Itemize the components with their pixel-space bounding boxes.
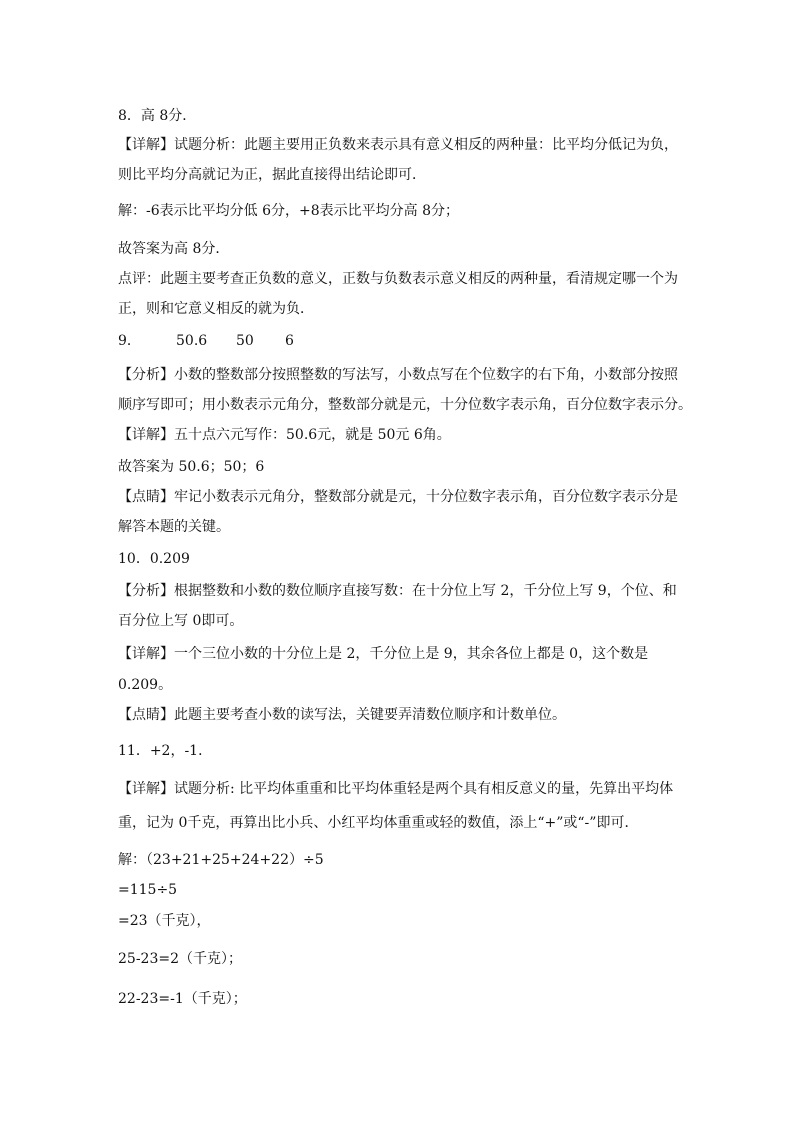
q11-solution-line-3: =23（千克），: [118, 913, 211, 929]
q9-conclusion: 故答案为 50.6；50；6: [118, 459, 265, 475]
q8-comment-line-2: 正，则和它意义相反的就为负．: [118, 301, 314, 317]
q8-detail-line-2: 则比平均分高就记为正，据此直接得出结论即可．: [118, 167, 426, 183]
q11-detail-line-1: 【详解】试题分析: 比平均体重重和比平均体重轻是两个具有相反意义的量，先算出平均体: [118, 781, 674, 797]
q10-note: 【点睛】此题主要考查小数的读写法，关键要弄清数位顺序和计数单位。: [118, 707, 566, 723]
q10-answer: 10．0.209: [118, 551, 190, 567]
q8-solution: 解：-6表示比平均分低 6分，+8表示比平均分高 8分；: [118, 203, 459, 219]
q9-answer-3: 6: [285, 333, 294, 349]
q9-analysis-line-2: 顺序写即可；用小数表示元角分，整数部分就是元，十分位数字表示角，百分位数字表示分。: [118, 397, 692, 413]
q8-answer: 8．高 8分．: [118, 108, 197, 124]
q9-number: 9．: [118, 333, 141, 349]
q10-analysis-line-1: 【分析】根据整数和小数的数位顺序直接写数：在十分位上写 2，千分位上写 9，个位、和: [118, 583, 677, 599]
q8-detail-line-1: 【详解】试题分析：此题主要用正负数来表示具有意义相反的两种量：比平均分低记为负，: [118, 137, 678, 153]
q9-answer-2: 50: [236, 333, 254, 349]
q11-detail-line-2: 重，记为 0千克，再算出比小兵、小红平均体重重或轻的数值，添上“+”或“-”即可．: [118, 815, 639, 831]
q11-solution-line-4: 25-23=2（千克）；: [118, 951, 242, 967]
q9-analysis-line-1: 【分析】小数的整数部分按照整数的写法写，小数点写在个位数字的右下角，小数部分按照: [118, 367, 678, 383]
q8-conclusion: 故答案为高 8分．: [118, 241, 230, 257]
q9-note-line-2: 解答本题的关键。: [118, 519, 230, 535]
q10-analysis-line-2: 百分位上写 0即可。: [118, 613, 244, 629]
q11-solution-line-1: 解：（23+21+25+24+22）÷5: [118, 852, 324, 868]
q11-solution-line-5: 22-23=-1（千克）；: [118, 991, 247, 1007]
q8-comment-line-1: 点评：此题主要考查正负数的意义，正数与负数表示意义相反的两种量，看清规定哪一个为: [118, 271, 678, 287]
q11-answer: 11．+2，-1．: [118, 743, 213, 759]
q9-detail: 【详解】五十点六元写作：50.6元，就是 50元 6角。: [118, 427, 451, 443]
q9-note-line-1: 【点睛】牢记小数表示元角分，整数部分就是元，十分位数字表示角，百分位数字表示分是: [118, 489, 678, 505]
q9-answer-1: 50.6: [176, 333, 208, 349]
q11-solution-line-2: =115÷5: [118, 882, 178, 898]
q10-detail-line-1: 【详解】一个三位小数的十分位上是 2，千分位上是 9，其余各位上都是 0，这个数是: [118, 646, 649, 662]
q10-detail-line-2: 0.209。: [118, 677, 173, 693]
